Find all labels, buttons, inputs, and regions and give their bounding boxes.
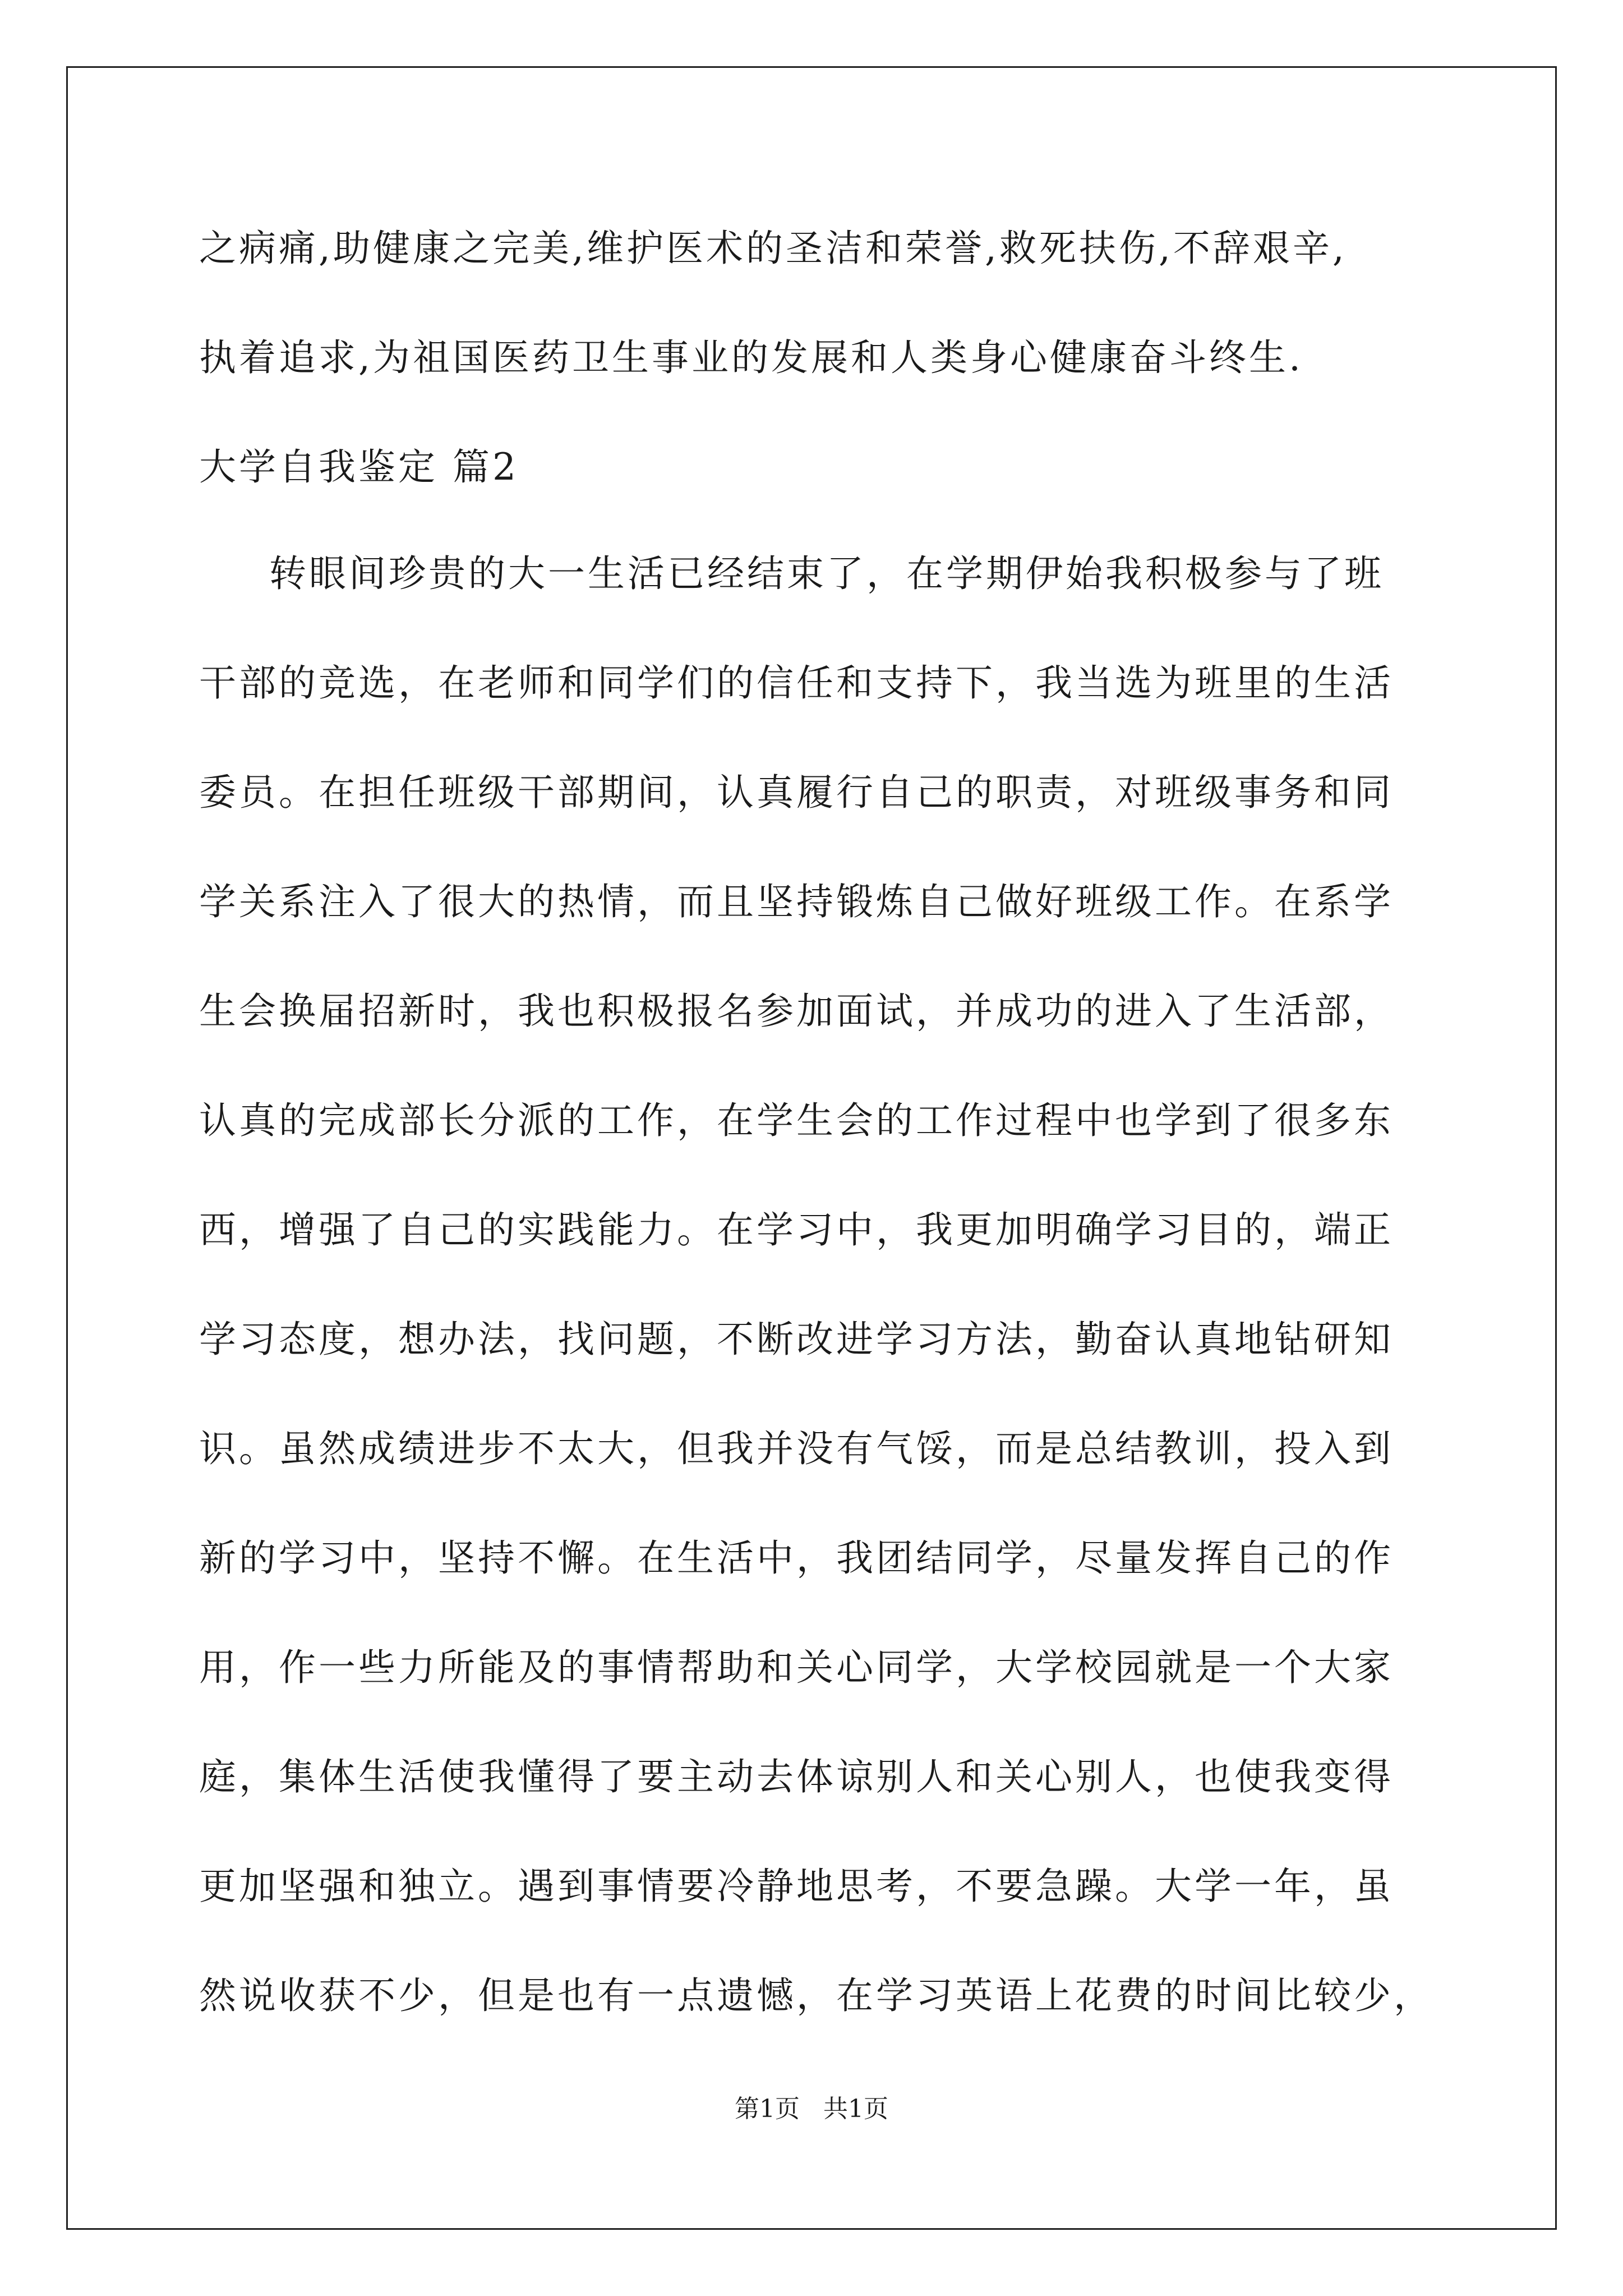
text-line: 用，作一些力所能及的事情帮助和关心同学，大学校园就是一个大家 — [199, 1646, 1394, 1689]
text-line: 新的学习中，坚持不懈。在生活中，我团结同学，尽量发挥自己的作 — [199, 1536, 1394, 1580]
text-line: 执着追求,为祖国医药卫生事业的发展和人类身心健康奋斗终生. — [199, 336, 1303, 379]
text-line: 西，增强了自己的实践能力。在学习中，我更加明确学习目的，端正 — [199, 1208, 1394, 1251]
text-line: 学习态度，想办法，找问题，不断改进学习方法，勤奋认真地钻研知 — [199, 1318, 1394, 1361]
text-line: 庭，集体生活使我懂得了要主动去体谅别人和关心别人，也使我变得 — [199, 1755, 1394, 1798]
text-line: 委员。在担任班级干部期间，认真履行自己的职责，对班级事务和同 — [199, 771, 1394, 814]
page-number-footer: 第1页 共1页 — [735, 2095, 888, 2123]
section-title: 大学自我鉴定 篇2 — [199, 445, 519, 489]
text-line: 更加坚强和独立。遇到事情要冷静地思考，不要急躁。大学一年，虽 — [199, 1865, 1394, 1908]
text-line: 然说收获不少，但是也有一点遗憾，在学习英语上花费的时间比较少， — [199, 1974, 1433, 2017]
text-line: 干部的竞选，在老师和同学们的信任和支持下，我当选为班里的生活 — [199, 661, 1394, 705]
text-line: 认真的完成部长分派的工作，在学生会的工作过程中也学到了很多东 — [199, 1099, 1394, 1142]
text-line: 生会换届招新时，我也积极报名参加面试，并成功的进入了生活部， — [199, 990, 1394, 1033]
text-line: 学关系注入了很大的热情，而且坚持锻炼自己做好班级工作。在系学 — [199, 880, 1394, 923]
paragraph-first-line: 转眼间珍贵的大一生活已经结束了，在学期伊始我积极参与了班 — [269, 552, 1384, 595]
text-line: 之病痛,助健康之完美,维护医术的圣洁和荣誉,救死扶伤,不辞艰辛, — [199, 227, 1347, 270]
text-line: 识。虽然成绩进步不太大，但我并没有气馁，而是总结教训，投入到 — [199, 1427, 1394, 1470]
